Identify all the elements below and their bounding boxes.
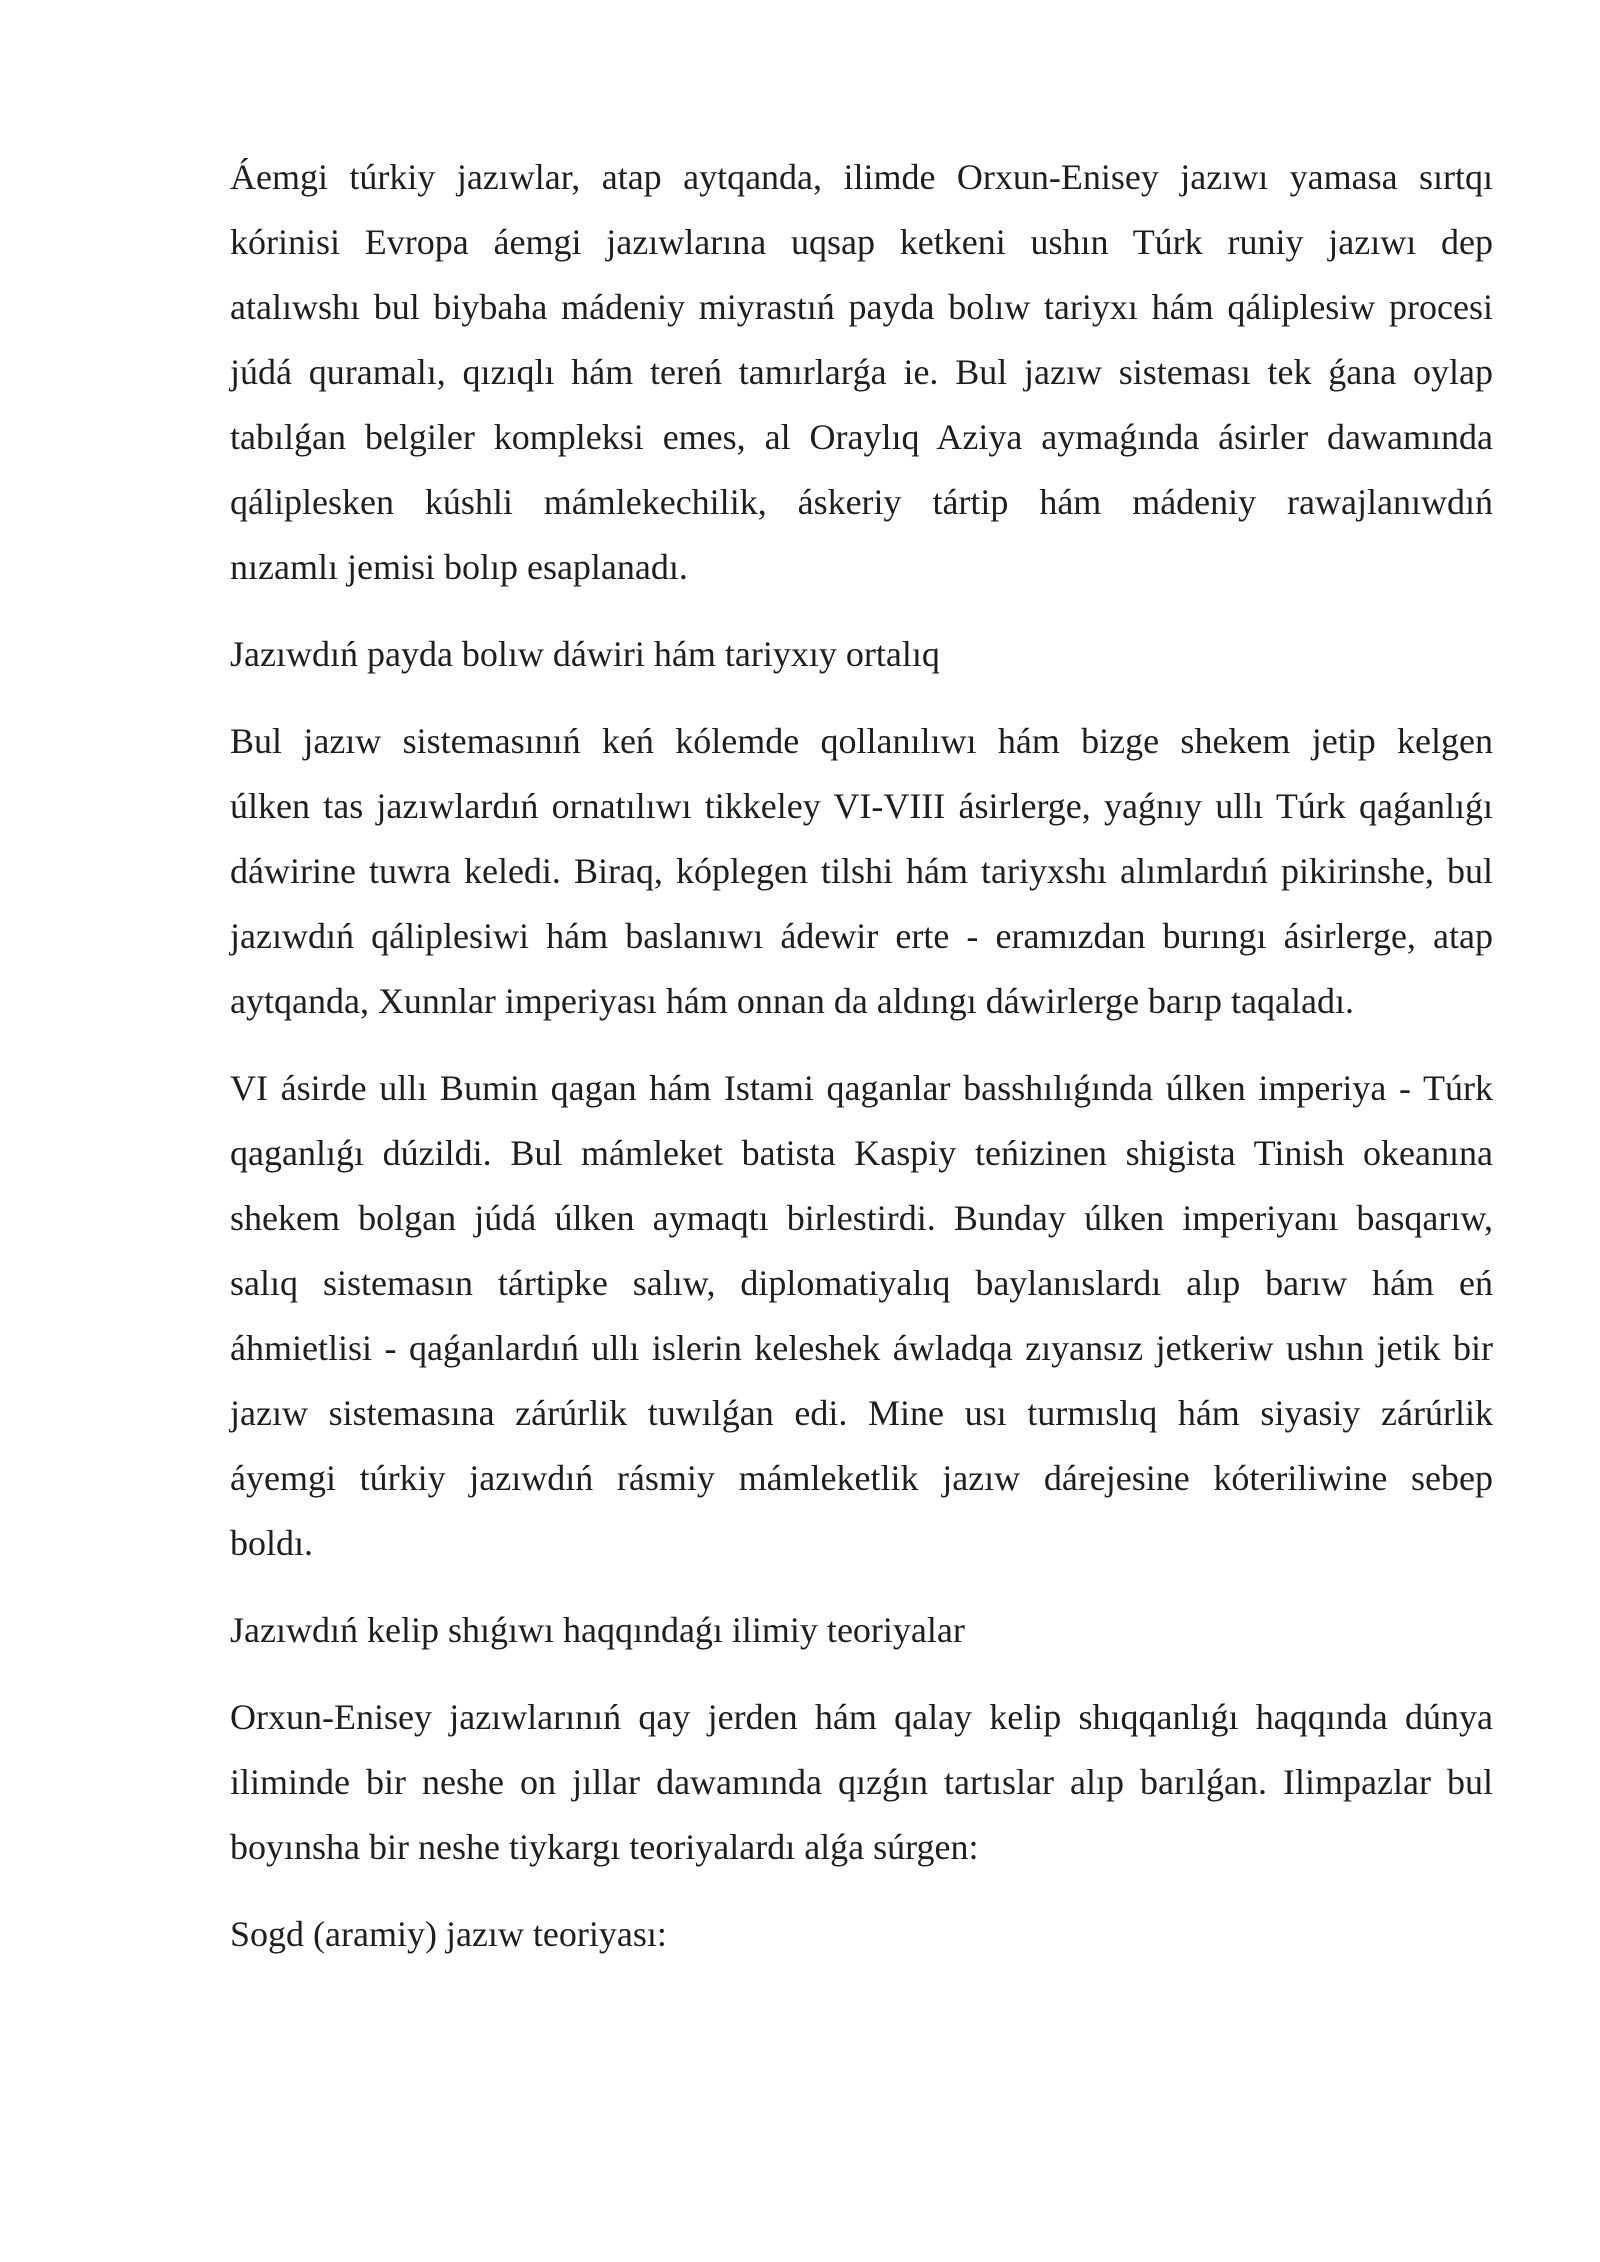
text-line: júdá quramalı, qızıqlı hám tereń tamırlarǵa ie. Bul jazıw sisteması tek ǵana oylap: [230, 352, 1493, 392]
subsection-heading: Sogd (aramiy) jazıw teoriyası:: [230, 1914, 667, 1954]
text-line: áhmietlisi - qaǵanlardıń ullı islerin keleshek áwladqa zıyansız jetkeriw ushın jetik bir: [230, 1328, 1493, 1368]
text-line: áyemgi túrkiy jazıwdıń rásmiy mámleketlik jazıw dárejesine kóteriliwine sebep: [230, 1458, 1493, 1498]
section-heading: Jazıwdıń kelip shıǵıwı haqqındaǵı ilimiy teoriyalar: [230, 1610, 965, 1650]
text-line: jazıwdıń qáliplesiwi hám baslanıwı ádewir erte - eramızdan burıngı ásirlerge, atap: [230, 916, 1493, 956]
text-line: jazıw sistemasına zárúrlik tuwılǵan edi. Mine usı turmıslıq hám siyasiy zárúrlik: [230, 1393, 1493, 1433]
text-line: qáliplesken kúshli mámlekechilik, áskeriy tártip hám mádeniy rawajlanıwdıń: [230, 482, 1493, 522]
section-heading: Jazıwdıń payda bolıw dáwiri hám tariyxıy ortalıq: [230, 634, 940, 674]
text-line: Áemgi túrkiy jazıwlar, atap aytqanda, ilimde Orxun-Enisey jazıwı yamasa sırtqı: [230, 157, 1493, 197]
text-line: kórinisi Evropa áemgi jazıwlarına uqsap ketkeni ushın Túrk runiy jazıwı dep: [230, 222, 1493, 262]
text-line: salıq sistemasın tártipke salıw, diplomatiyalıq baylanıslardı alıp barıw hám eń: [230, 1263, 1493, 1303]
text-line: úlken tas jazıwlardıń ornatılıwı tikkeley VI-VIII ásirlerge, yaǵnıy ullı Túrk qaǵanlıǵı: [230, 786, 1493, 826]
text-line: dáwirine tuwra keledi. Biraq, kóplegen tilshi hám tariyxshı alımlardıń pikirinshe, bul: [230, 851, 1493, 891]
text-line: boyınsha bir neshe tiykargı teoriyalardı alǵa súrgen:: [230, 1827, 979, 1867]
text-line: tabılǵan belgiler kompleksi emes, al Oraylıq Aziya aymaǵında ásirler dawamında: [230, 417, 1493, 457]
paragraph: [230, 1685, 1493, 1880]
text-line: shekem bolgan júdá úlken aymaqtı birlestirdi. Bunday úlken imperiyanı basqarıw,: [230, 1198, 1493, 1238]
text-line: Orxun-Enisey jazıwlarınıń qay jerden hám qalay kelip shıqqanlıǵı haqqında dúnya: [230, 1697, 1493, 1737]
text-line: boldı.: [230, 1523, 314, 1563]
text-line: Bul jazıw sistemasınıń keń kólemde qollanılıwı hám bizge shekem jetip kelgen: [230, 721, 1493, 761]
text-line: atalıwshı bul biybaha mádeniy miyrastıń payda bolıw tariyxı hám qáliplesiw procesi: [230, 287, 1493, 327]
paragraph-intro: [230, 145, 1493, 600]
text-line: iliminde bir neshe on jıllar dawamında qızǵın tartıslar alıp barılǵan. Ilimpazlar bul: [230, 1762, 1493, 1802]
paragraph: [230, 709, 1493, 1034]
text-line: qaganlıǵı dúzildi. Bul mámleket batista Kaspiy teńizinen shigista Tinish okeanına: [230, 1133, 1493, 1173]
text-line: aytqanda, Xunnlar imperiyası hám onnan da aldıngı dáwirlerge barıp taqaladı.: [230, 981, 1354, 1021]
paragraph: [230, 1056, 1493, 1576]
text-line: nızamlı jemisi bolıp esaplanadı.: [230, 547, 688, 587]
text-line: VI ásirde ullı Bumin qagan hám Istami qaganlar basshılıǵında úlken imperiya - Túrk: [230, 1068, 1493, 1108]
